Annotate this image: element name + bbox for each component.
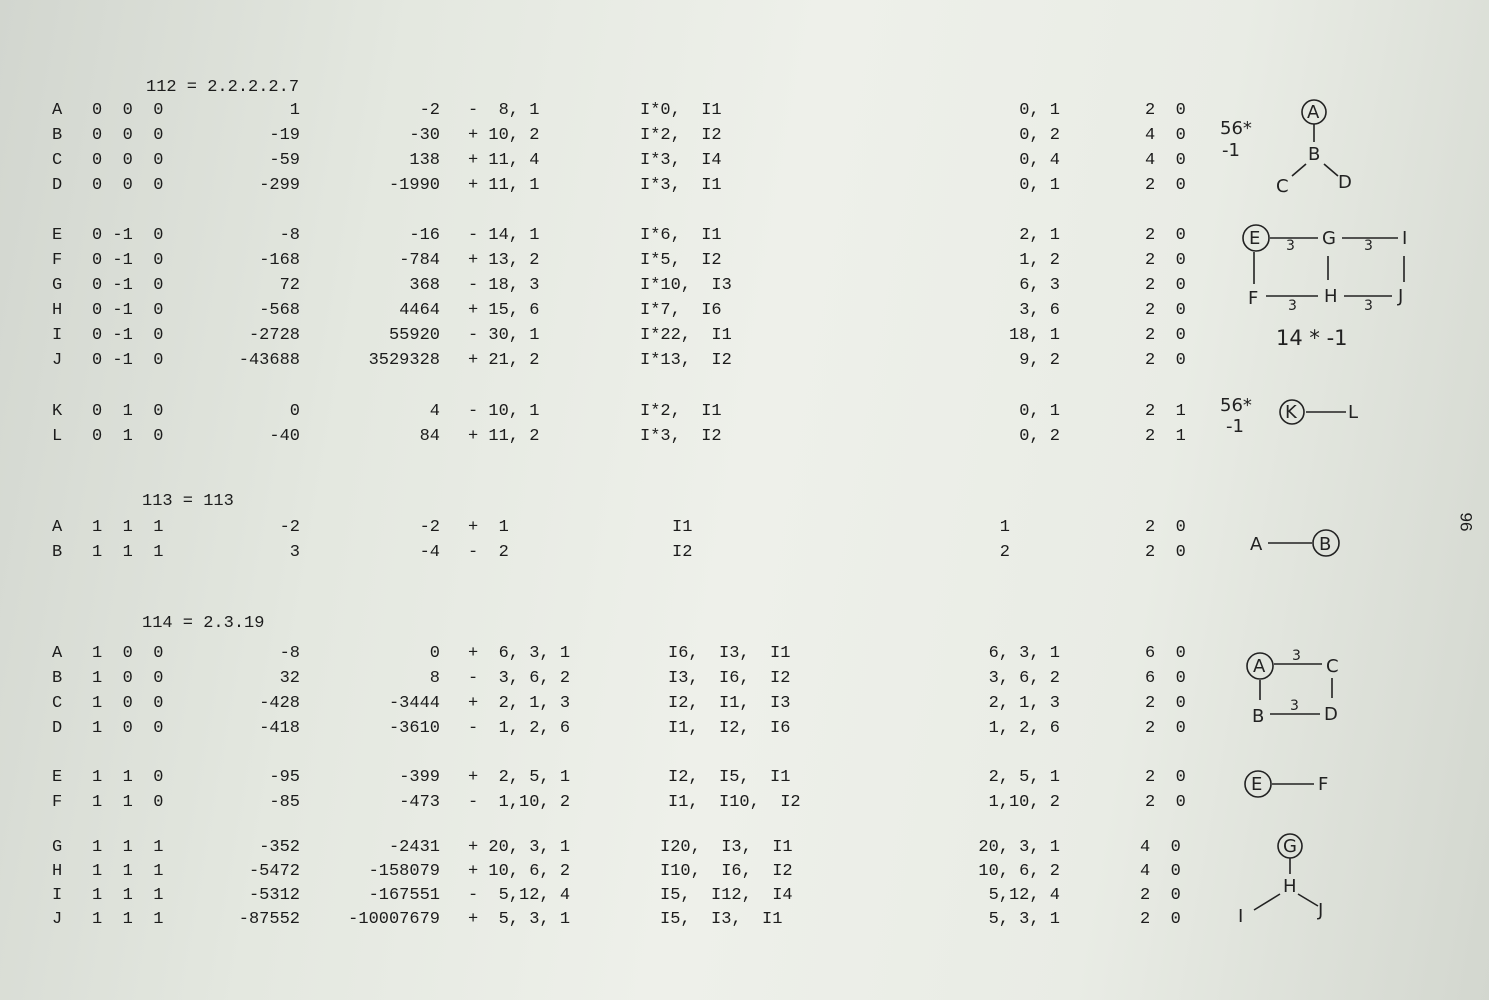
table-row — [0, 326, 1489, 350]
row-value-5: 5,12, 4 — [988, 886, 1060, 905]
row-value-2: -16 — [409, 226, 440, 245]
row-value-2: -30 — [409, 126, 440, 145]
row-value-1: -8 — [279, 644, 300, 663]
row-value-4: I6, I3, I1 — [668, 644, 791, 663]
row-label: I — [52, 886, 63, 905]
row-value-3: + 21, 2 — [468, 351, 540, 370]
row-value-5: 1 — [999, 518, 1010, 537]
node-label: I — [1238, 906, 1244, 927]
row-value-5: 1, 2, 6 — [988, 719, 1060, 738]
row-label: K — [52, 402, 63, 421]
row-value-5: 0, 2 — [1019, 126, 1060, 145]
row-value-4: I3, I6, I2 — [668, 669, 791, 688]
row-label: C — [52, 694, 63, 713]
graph-sketch — [1270, 94, 1360, 197]
row-value-3: - 30, 1 — [468, 326, 540, 345]
node-label: C — [1276, 176, 1289, 197]
row-value-2: -167551 — [368, 886, 440, 905]
row-value-5: 0, 2 — [1019, 427, 1060, 446]
row-value-1: 3 — [289, 543, 300, 562]
row-value-4: I*5, I2 — [640, 251, 722, 270]
row-bits: 0 -1 0 — [92, 226, 164, 245]
row-value-4: I1, I10, I2 — [668, 793, 801, 812]
handwritten-note: 56* — [1220, 118, 1252, 139]
row-value-5: 0, 1 — [1019, 176, 1060, 195]
row-value-6: 2 0 — [1145, 276, 1186, 295]
node-label: A — [1250, 534, 1263, 555]
row-value-1: 72 — [279, 276, 300, 295]
row-value-4: I5, I3, I1 — [660, 910, 783, 929]
row-value-1: 0 — [289, 402, 300, 421]
row-value-6: 2 1 — [1145, 427, 1186, 446]
row-label: J — [52, 351, 63, 370]
row-value-5: 3, 6, 2 — [988, 669, 1060, 688]
row-value-1: -95 — [269, 768, 300, 787]
row-label: E — [52, 768, 63, 787]
row-bits: 1 0 0 — [92, 694, 164, 713]
row-value-5: 0, 1 — [1019, 101, 1060, 120]
row-value-1: -85 — [269, 793, 300, 812]
row-value-3: + 2, 1, 3 — [468, 694, 571, 713]
row-value-4: I1 — [672, 518, 693, 537]
row-bits: 0 0 0 — [92, 126, 164, 145]
row-value-2: -4 — [419, 543, 440, 562]
row-value-6: 2 0 — [1145, 226, 1186, 245]
row-value-5: 0, 4 — [1019, 151, 1060, 170]
row-value-4: I10, I6, I2 — [660, 862, 793, 881]
row-label: H — [52, 301, 63, 320]
row-bits: 1 1 0 — [92, 768, 164, 787]
table-row — [0, 151, 1489, 175]
row-value-3: + 11, 2 — [468, 427, 540, 446]
row-value-3: - 18, 3 — [468, 276, 540, 295]
row-value-3: - 5,12, 4 — [468, 886, 571, 905]
row-label: F — [52, 793, 63, 812]
node-label: A — [1253, 656, 1266, 677]
row-bits: 0 -1 0 — [92, 276, 164, 295]
node-label: J — [1398, 286, 1404, 307]
graph-sketch — [1276, 396, 1376, 430]
node-label: F — [1318, 774, 1329, 795]
edge-label: 3 — [1292, 648, 1301, 664]
row-value-6: 4 0 — [1145, 151, 1186, 170]
row-label: B — [52, 126, 63, 145]
row-bits: 1 0 0 — [92, 669, 164, 688]
row-value-6: 2 0 — [1145, 101, 1186, 120]
edge-label: 3 — [1288, 298, 1297, 314]
row-value-4: I2 — [672, 543, 693, 562]
row-value-3: - 1,10, 2 — [468, 793, 571, 812]
node-label: E — [1249, 228, 1261, 249]
row-value-2: 4464 — [399, 301, 440, 320]
row-bits: 0 0 0 — [92, 176, 164, 195]
row-value-2: 4 — [429, 402, 440, 421]
row-value-6: 2 0 — [1145, 719, 1186, 738]
row-value-1: -40 — [269, 427, 300, 446]
node-label: B — [1252, 706, 1265, 727]
row-value-4: I1, I2, I6 — [668, 719, 791, 738]
row-value-3: + 6, 3, 1 — [468, 644, 571, 663]
row-value-3: + 10, 6, 2 — [468, 862, 571, 881]
row-bits: 0 0 0 — [92, 151, 164, 170]
row-value-2: -473 — [399, 793, 440, 812]
table-row — [0, 351, 1489, 375]
row-value-2: 368 — [409, 276, 440, 295]
row-value-4: I*7, I6 — [640, 301, 722, 320]
row-value-4: I*3, I2 — [640, 427, 722, 446]
row-bits: 1 1 1 — [92, 838, 164, 857]
row-value-6: 6 0 — [1145, 669, 1186, 688]
node-label: I — [1402, 228, 1408, 249]
row-bits: 0 -1 0 — [92, 326, 164, 345]
row-value-3: - 8, 1 — [468, 101, 540, 120]
row-value-1: -19 — [269, 126, 300, 145]
row-value-1: -2 — [279, 518, 300, 537]
row-label: B — [52, 669, 63, 688]
row-label: I — [52, 326, 63, 345]
row-label: L — [52, 427, 63, 446]
row-value-6: 2 0 — [1140, 910, 1181, 929]
row-value-1: -87552 — [238, 910, 300, 929]
row-value-5: 2, 1 — [1019, 226, 1060, 245]
row-value-4: I*22, I1 — [640, 326, 732, 345]
handwritten-note: 14 * -1 — [1276, 326, 1348, 350]
row-value-5: 6, 3 — [1019, 276, 1060, 295]
row-value-5: 2, 5, 1 — [988, 768, 1060, 787]
row-bits: 1 1 1 — [92, 543, 164, 562]
row-value-5: 9, 2 — [1019, 351, 1060, 370]
graph-edge — [1298, 894, 1318, 906]
row-label: C — [52, 151, 63, 170]
row-value-3: + 1 — [468, 518, 509, 537]
handwritten-note: -1 — [1226, 416, 1244, 437]
table-row — [0, 126, 1489, 150]
row-value-4: I2, I5, I1 — [668, 768, 791, 787]
row-value-4: I*2, I2 — [640, 126, 722, 145]
row-value-1: -5472 — [248, 862, 300, 881]
row-bits: 0 -1 0 — [92, 351, 164, 370]
node-label: G — [1283, 836, 1297, 857]
row-value-2: 138 — [409, 151, 440, 170]
row-value-2: 0 — [429, 644, 440, 663]
edge-label: 3 — [1364, 298, 1373, 314]
row-value-5: 6, 3, 1 — [988, 644, 1060, 663]
row-value-1: -5312 — [248, 886, 300, 905]
row-value-6: 2 0 — [1145, 326, 1186, 345]
row-label: D — [52, 719, 63, 738]
row-value-6: 4 0 — [1145, 126, 1186, 145]
row-value-6: 2 0 — [1145, 251, 1186, 270]
row-label: A — [52, 644, 63, 663]
row-value-6: 2 0 — [1145, 793, 1186, 812]
section-header: 114 = 2.3.19 — [142, 614, 265, 633]
node-label: L — [1348, 402, 1359, 423]
row-value-4: I5, I12, I4 — [660, 886, 793, 905]
table-row — [0, 176, 1489, 200]
row-value-4: I*0, I1 — [640, 101, 722, 120]
row-value-2: 55920 — [388, 326, 440, 345]
row-value-2: -10007679 — [348, 910, 440, 929]
row-label: H — [52, 862, 63, 881]
row-value-6: 2 0 — [1145, 518, 1186, 537]
row-label: G — [52, 838, 63, 857]
row-value-3: - 3, 6, 2 — [468, 669, 571, 688]
row-value-5: 2 — [999, 543, 1010, 562]
row-value-2: -2 — [419, 518, 440, 537]
node-label: B — [1308, 144, 1321, 165]
node-label: G — [1322, 228, 1336, 249]
row-value-6: 2 0 — [1140, 886, 1181, 905]
row-label: D — [52, 176, 63, 195]
row-value-6: 2 0 — [1145, 543, 1186, 562]
row-value-2: 8 — [429, 669, 440, 688]
graph-sketch — [1244, 648, 1354, 728]
table-row — [0, 427, 1489, 451]
node-label: D — [1324, 704, 1338, 725]
section-header: 112 = 2.2.2.2.7 — [146, 78, 300, 97]
row-value-5: 18, 1 — [1008, 326, 1060, 345]
row-value-2: -399 — [399, 768, 440, 787]
graph-sketch — [1246, 526, 1346, 560]
row-value-6: 2 0 — [1145, 768, 1186, 787]
row-value-1: 1 — [289, 101, 300, 120]
table-row — [0, 101, 1489, 125]
row-bits: 1 1 1 — [92, 886, 164, 905]
row-value-3: + 2, 5, 1 — [468, 768, 571, 787]
edge-label: 3 — [1286, 238, 1295, 254]
row-value-6: 4 0 — [1140, 862, 1181, 881]
row-value-2: -3444 — [388, 694, 440, 713]
row-value-3: + 13, 2 — [468, 251, 540, 270]
row-value-6: 6 0 — [1145, 644, 1186, 663]
row-value-1: -2728 — [248, 326, 300, 345]
row-value-5: 20, 3, 1 — [978, 838, 1060, 857]
graph-edge — [1324, 164, 1338, 176]
row-value-5: 1, 2 — [1019, 251, 1060, 270]
node-label: K — [1285, 402, 1297, 423]
row-value-4: I*10, I3 — [640, 276, 732, 295]
row-value-1: -418 — [259, 719, 300, 738]
row-value-1: -568 — [259, 301, 300, 320]
row-value-3: + 20, 3, 1 — [468, 838, 571, 857]
row-value-3: + 15, 6 — [468, 301, 540, 320]
row-value-2: -158079 — [368, 862, 440, 881]
handwritten-note: 56* — [1220, 395, 1252, 416]
row-value-4: I20, I3, I1 — [660, 838, 793, 857]
row-value-3: - 14, 1 — [468, 226, 540, 245]
table-row — [0, 402, 1489, 426]
row-value-5: 0, 1 — [1019, 402, 1060, 421]
row-value-5: 5, 3, 1 — [988, 910, 1060, 929]
row-value-4: I*3, I1 — [640, 176, 722, 195]
row-value-4: I*3, I4 — [640, 151, 722, 170]
row-value-5: 10, 6, 2 — [978, 862, 1060, 881]
row-value-6: 2 0 — [1145, 301, 1186, 320]
row-value-1: -299 — [259, 176, 300, 195]
row-value-4: I*2, I1 — [640, 402, 722, 421]
row-bits: 1 1 1 — [92, 910, 164, 929]
row-value-6: 2 0 — [1145, 176, 1186, 195]
row-label: G — [52, 276, 63, 295]
node-label: C — [1326, 656, 1339, 677]
row-value-6: 4 0 — [1140, 838, 1181, 857]
node-label: F — [1248, 288, 1259, 309]
row-value-1: -43688 — [238, 351, 300, 370]
row-bits: 1 1 1 — [92, 518, 164, 537]
graph-sketch — [1240, 222, 1430, 312]
row-label: F — [52, 251, 63, 270]
page-number: 96 — [1456, 512, 1476, 532]
row-label: B — [52, 543, 63, 562]
row-value-4: I*6, I1 — [640, 226, 722, 245]
node-label: D — [1338, 172, 1352, 193]
node-label: H — [1283, 876, 1297, 897]
row-value-3: - 10, 1 — [468, 402, 540, 421]
row-value-6: 2 1 — [1145, 402, 1186, 421]
row-bits: 1 1 0 — [92, 793, 164, 812]
row-value-5: 1,10, 2 — [988, 793, 1060, 812]
row-value-1: -428 — [259, 694, 300, 713]
edge-label: 3 — [1290, 698, 1299, 714]
node-label: J — [1318, 900, 1324, 921]
row-bits: 0 1 0 — [92, 402, 164, 421]
row-value-1: -168 — [259, 251, 300, 270]
row-value-1: -352 — [259, 838, 300, 857]
row-value-2: -2 — [419, 101, 440, 120]
node-label: A — [1307, 102, 1320, 123]
edge-label: 3 — [1364, 238, 1373, 254]
graph-edge — [1254, 894, 1280, 910]
row-value-4: I2, I1, I3 — [668, 694, 791, 713]
row-value-5: 2, 1, 3 — [988, 694, 1060, 713]
row-label: J — [52, 910, 63, 929]
row-value-2: 3529328 — [368, 351, 440, 370]
graph-sketch — [1232, 832, 1342, 927]
row-value-3: + 11, 4 — [468, 151, 540, 170]
row-bits: 1 0 0 — [92, 719, 164, 738]
section-header: 113 = 113 — [142, 492, 234, 511]
graph-sketch — [1242, 768, 1342, 802]
row-value-3: + 10, 2 — [468, 126, 540, 145]
row-value-3: + 11, 1 — [468, 176, 540, 195]
row-value-2: -3610 — [388, 719, 440, 738]
row-value-1: -8 — [279, 226, 300, 245]
row-label: A — [52, 518, 63, 537]
row-value-4: I*13, I2 — [640, 351, 732, 370]
row-value-3: + 5, 3, 1 — [468, 910, 571, 929]
row-bits: 1 0 0 — [92, 644, 164, 663]
row-value-3: - 1, 2, 6 — [468, 719, 571, 738]
handwritten-note: -1 — [1222, 140, 1240, 161]
row-value-2: -2431 — [388, 838, 440, 857]
row-label: A — [52, 101, 63, 120]
row-bits: 1 1 1 — [92, 862, 164, 881]
row-value-3: - 2 — [468, 543, 509, 562]
node-label: B — [1319, 534, 1332, 555]
node-label: H — [1324, 286, 1338, 307]
row-label: E — [52, 226, 63, 245]
row-value-2: -784 — [399, 251, 440, 270]
row-bits: 0 -1 0 — [92, 251, 164, 270]
row-value-2: -1990 — [388, 176, 440, 195]
row-value-6: 2 0 — [1145, 351, 1186, 370]
row-value-2: 84 — [419, 427, 440, 446]
row-bits: 0 0 0 — [92, 101, 164, 120]
row-bits: 0 -1 0 — [92, 301, 164, 320]
row-value-6: 2 0 — [1145, 694, 1186, 713]
row-value-1: 32 — [279, 669, 300, 688]
row-bits: 0 1 0 — [92, 427, 164, 446]
graph-edge — [1292, 164, 1306, 176]
node-label: E — [1251, 774, 1263, 795]
row-value-1: -59 — [269, 151, 300, 170]
row-value-5: 3, 6 — [1019, 301, 1060, 320]
